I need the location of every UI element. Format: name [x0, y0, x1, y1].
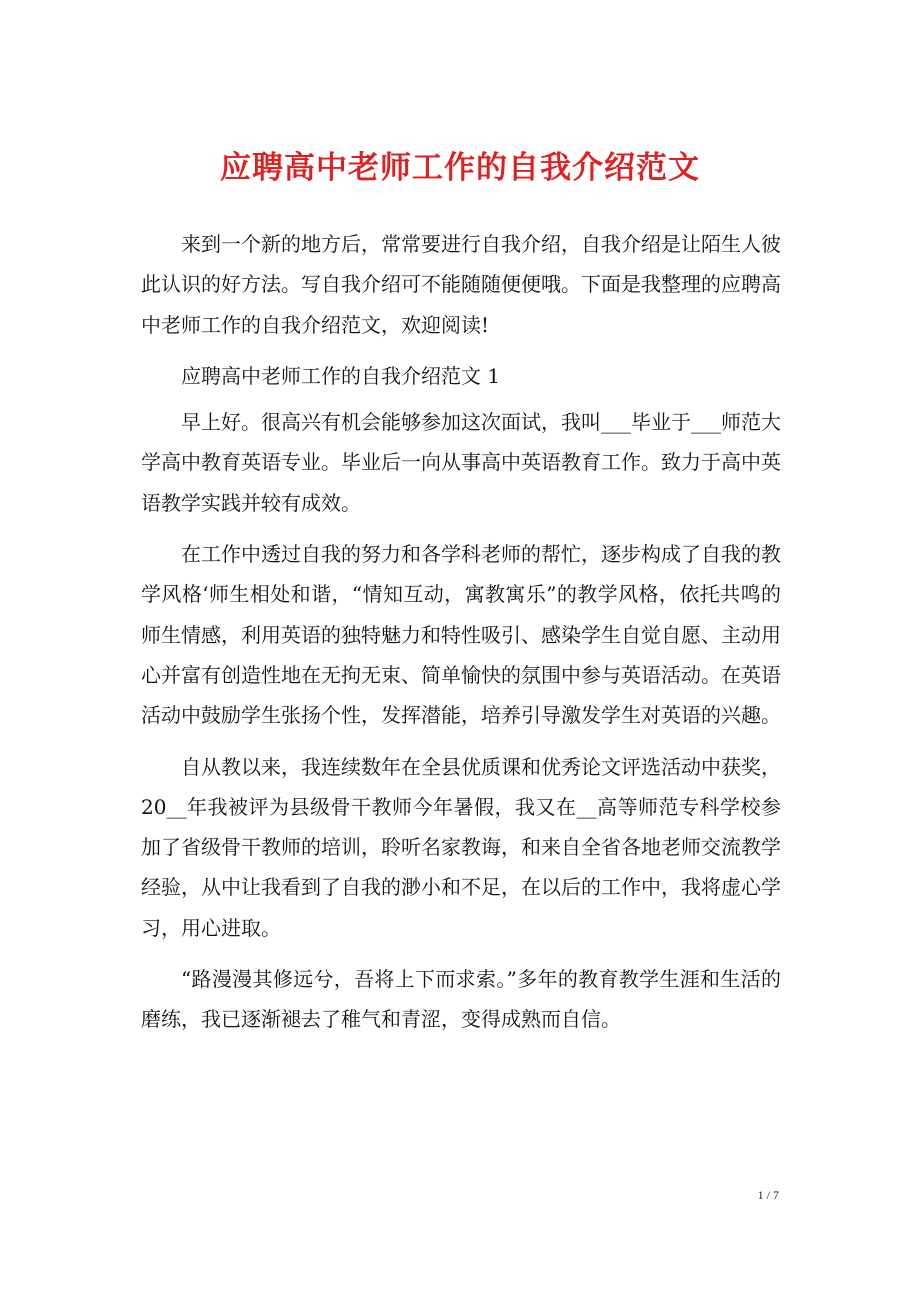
body-paragraph: 在工作中透过自我的努力和各学科老师的帮忙，逐步构成了自我的教学风格‘师生相处和谐，“情知互动，寓教寓乐”的教学风格，依托共鸣的师生情感，利用英语的独特魅力和特性吸引、感染学生自觉自愿、主动用心并富有创造性地在无拘无束、简单愉快的氛围中参与英语活动。在英语活动中鼓励学生张扬个性，发挥潜能，培养引导激发学生对英语的兴趣。: [141, 542, 781, 728]
body-paragraph: 自从教以来，我连续数年在全县优质课和优秀论文评选活动中获奖，20__年我被评为县级骨干教师今年暑假，我又在__高等师范专科学校参加了省级骨干教师的培训，聆听名家教诲，和来自全省各地老师交流教学经验，从中让我看到了自我的渺小和不足，在以后的工作中，我将虚心学习，用心进取。: [141, 754, 781, 940]
document-title: 应聘高中老师工作的自我介绍范文: [220, 150, 700, 186]
intro-paragraph: 来到一个新的地方后，常常要进行自我介绍，自我介绍是让陌生人彼此认识的好方法。写自我介绍可不能随随便便哦。下面是我整理的应聘高中老师工作的自我介绍范文，欢迎阅读!: [141, 232, 781, 337]
page-number: 1 / 7: [757, 1188, 779, 1202]
body-paragraph: 早上好。很高兴有机会能够参加这次面试，我叫___毕业于___师范大学高中教育英语专业。毕业后一向从事高中英语教育工作。致力于高中英语教学实践并较有成效。: [141, 410, 781, 515]
body-paragraph: “路漫漫其修远兮，吾将上下而求索。”多年的教育教学生涯和生活的磨练，我已逐渐褪去了稚气和青涩，变得成熟而自信。: [141, 967, 781, 1032]
document-body: [141, 224, 781, 1051]
section-heading: 应聘高中老师工作的自我介绍范文 1: [181, 363, 501, 388]
